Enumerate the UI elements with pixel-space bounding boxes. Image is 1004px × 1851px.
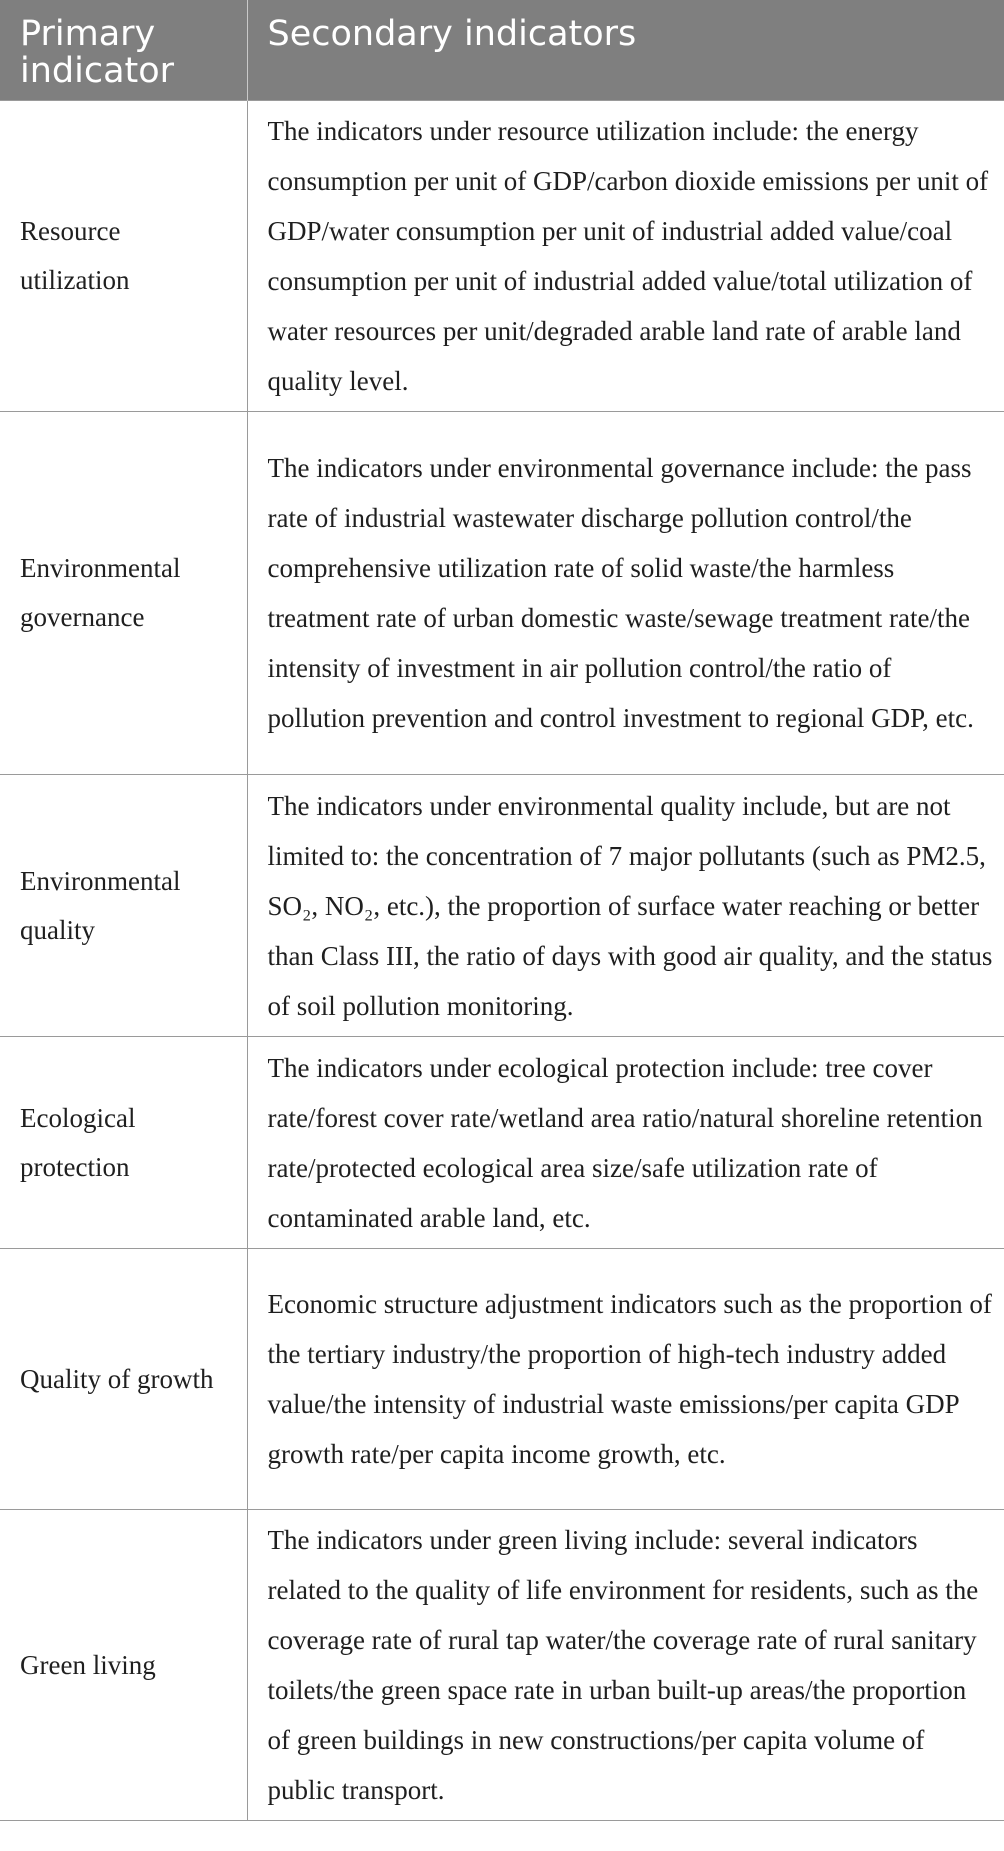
- secondary-indicators-header: Secondary indicators: [247, 0, 1004, 101]
- table-row: [0, 101, 1004, 412]
- primary-indicator-header: Primary indicator: [0, 0, 247, 101]
- table-row: [0, 1510, 1004, 1821]
- primary-indicator-cell: Environmental quality: [0, 775, 247, 1037]
- table-row: [0, 775, 1004, 1037]
- primary-indicator-cell: Resource utilization: [0, 101, 247, 412]
- table-row: [0, 412, 1004, 775]
- primary-indicator-cell: Environmental governance: [0, 412, 247, 775]
- table-row: [0, 1037, 1004, 1249]
- secondary-indicators-cell: The indicators under ecological protection include: tree cover rate/forest cover rate/wetland area ratio/natural shoreline retention rate/protected ecological area size/safe utilization rate of contaminated arable land, etc.: [247, 1037, 1004, 1249]
- secondary-indicators-cell: The indicators under green living include: several indicators related to the quality of life environment for residents, such as the coverage rate of rural tap water/the coverage rate of rural sanitary toilets/the green space rate in urban built-up areas/the proportion of green buildings in new constructions/per capita volume of public transport.: [247, 1510, 1004, 1821]
- table-row: [0, 1249, 1004, 1510]
- table-header: [0, 0, 1004, 101]
- primary-indicator-cell: Quality of growth: [0, 1249, 247, 1510]
- table-body: [0, 101, 1004, 1821]
- secondary-indicators-cell: The indicators under environmental governance include: the pass rate of industrial wastewater discharge pollution control/the comprehensive utilization rate of solid waste/the harmless treatment rate of urban domestic waste/sewage treatment rate/the intensity of investment in air pollution control/the ratio of pollution prevention and control investment to regional GDP, etc.: [247, 412, 1004, 775]
- primary-indicator-cell: Ecological protection: [0, 1037, 247, 1249]
- primary-indicator-cell: Green living: [0, 1510, 247, 1821]
- header-row: [0, 0, 1004, 101]
- secondary-indicators-cell: Economic structure adjustment indicators such as the proportion of the tertiary industry/the proportion of high-tech industry added value/the intensity of industrial waste emissions/per capita GDP growth rate/per capita income growth, etc.: [247, 1249, 1004, 1510]
- secondary-indicators-cell: The indicators under resource utilization include: the energy consumption per unit of GDP/carbon dioxide emissions per unit of GDP/water consumption per unit of industrial added value/coal consumption per unit of industrial added value/total utilization of water resources per unit/degraded arable land rate of arable land quality level.: [247, 101, 1004, 412]
- secondary-indicators-cell: The indicators under environmental quality include, but are not limited to: the concentration of 7 major pollutants (such as PM2.5, SO₂, NO₂, etc.), the proportion of surface water reaching or better than Class III, the ratio of days with good air quality, and the status of soil pollution monitoring.: [247, 775, 1004, 1037]
